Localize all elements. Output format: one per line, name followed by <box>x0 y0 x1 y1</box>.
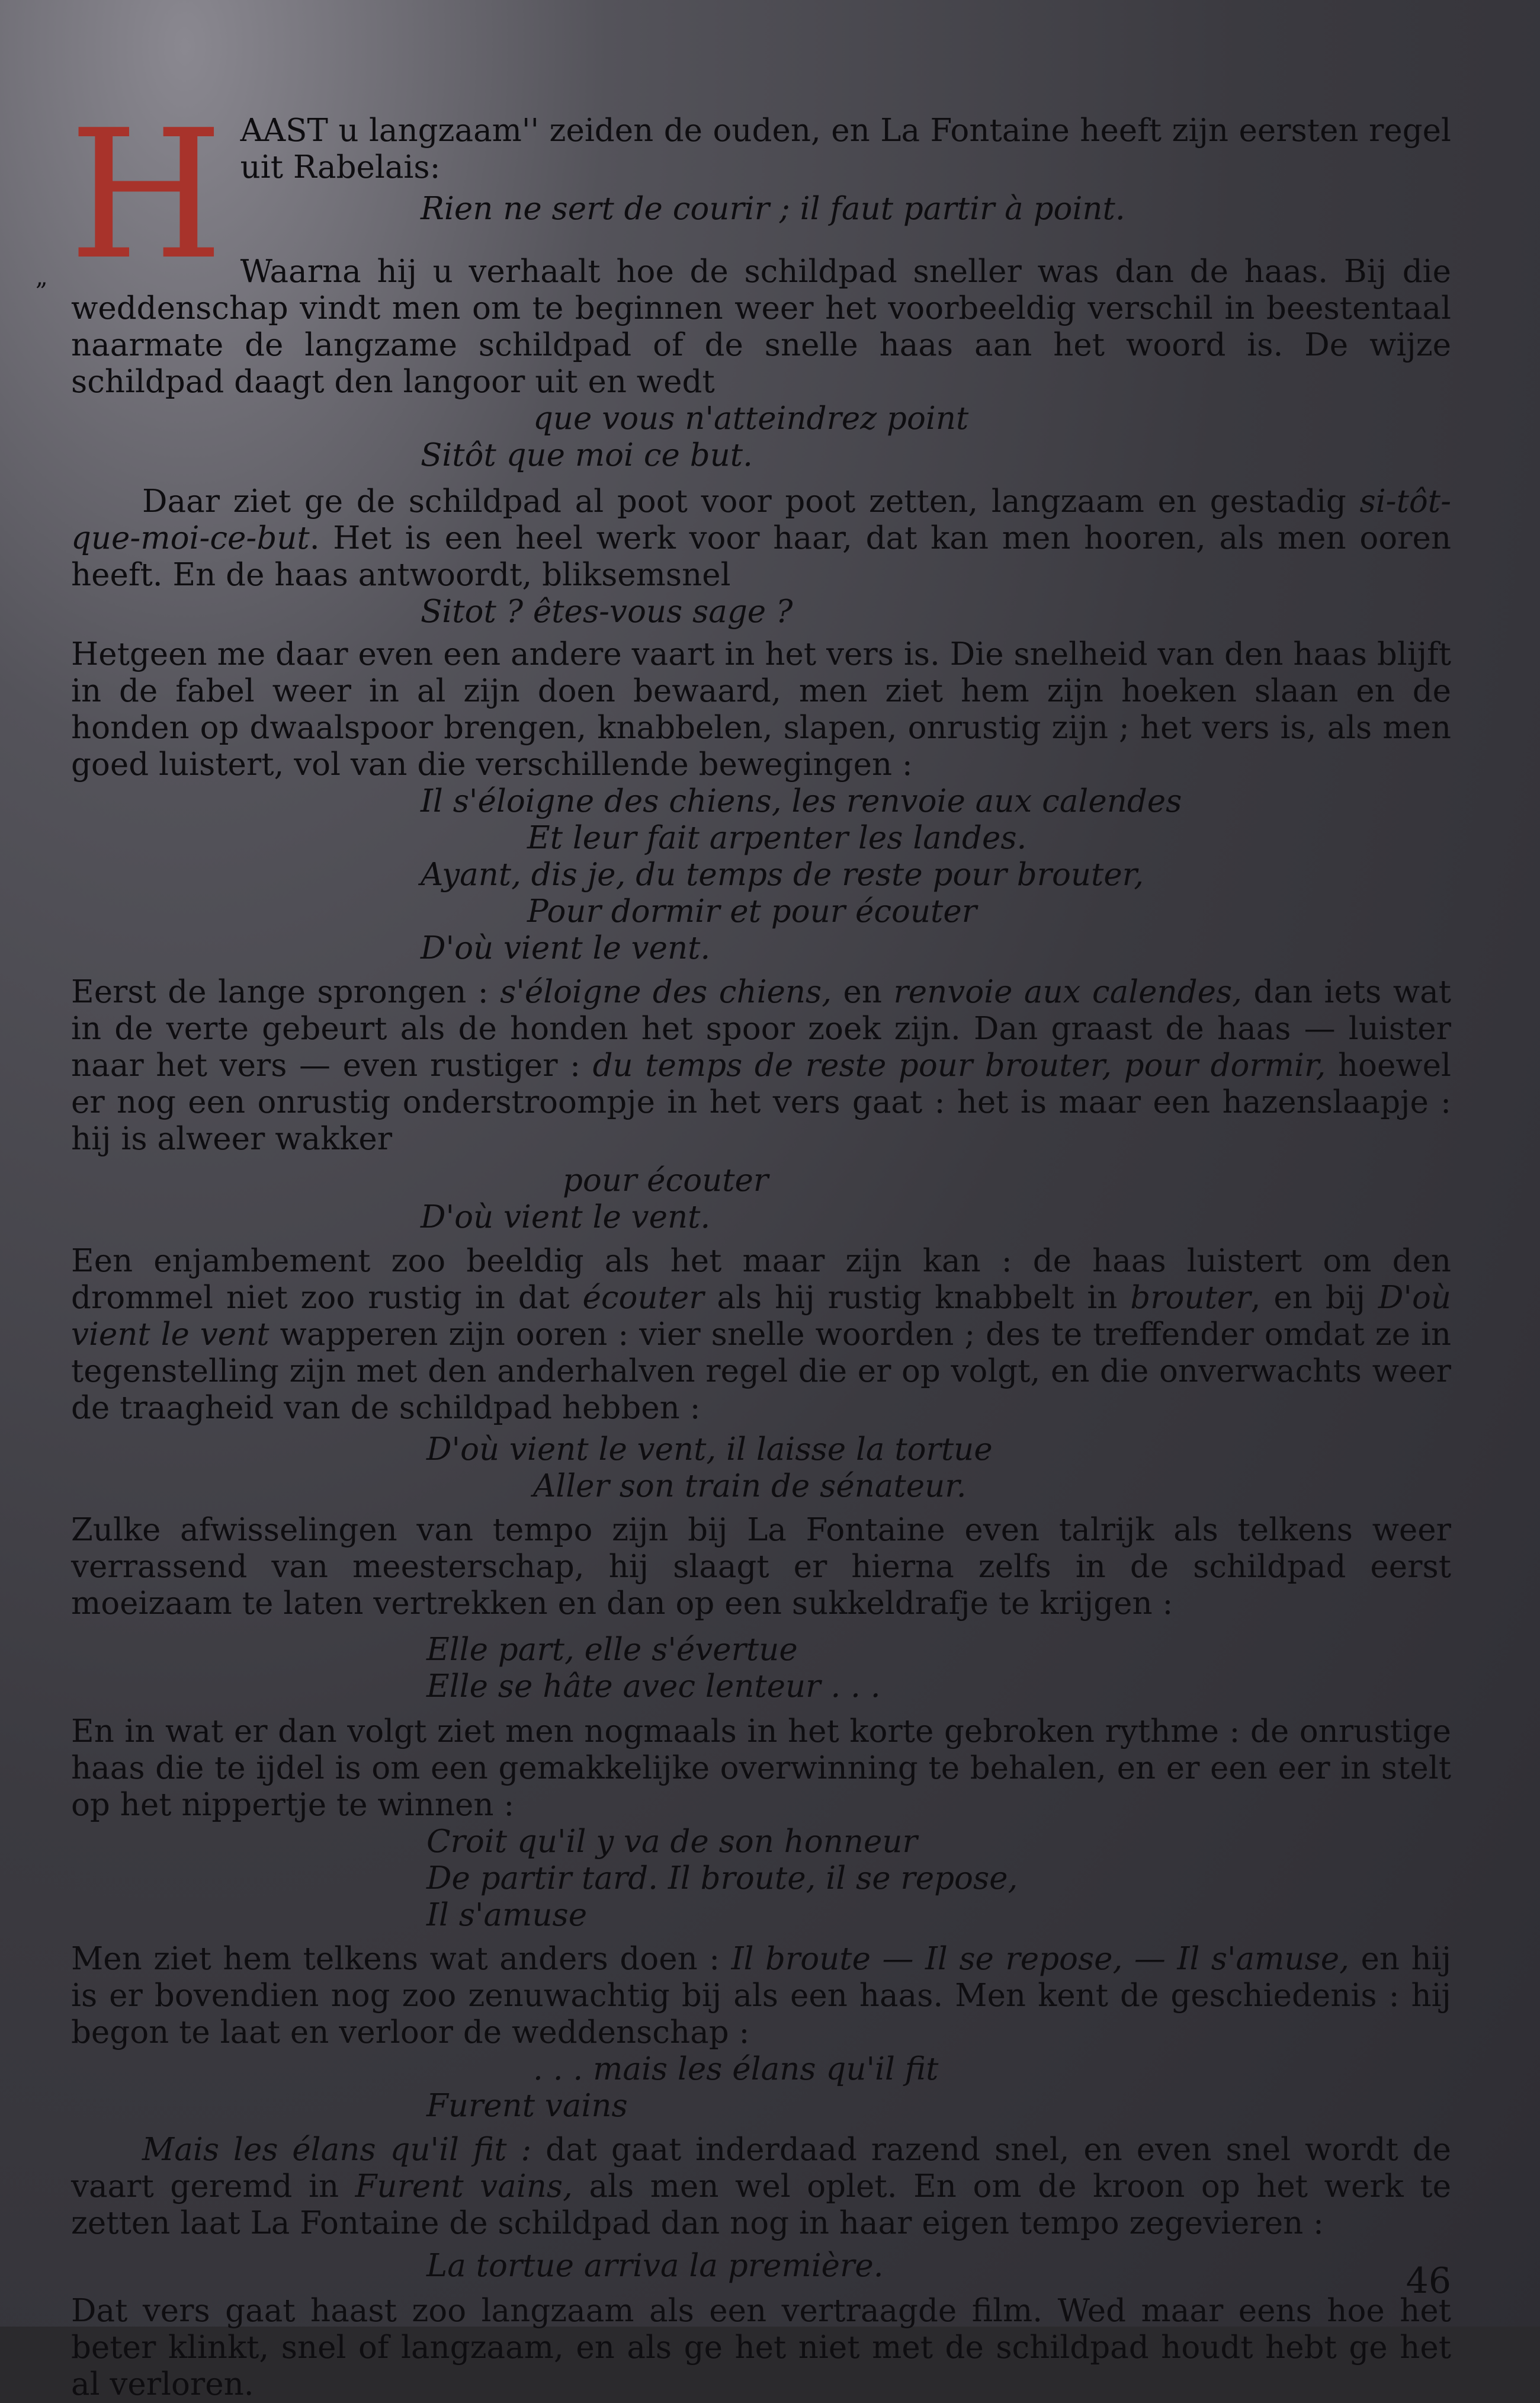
body-text <box>69 92 1452 2403</box>
paragraph-7-text: Zulke afwisselingen van tempo zijn bij La Fontaine even talrijk als telkens weer verrassend van meesterschap, hij slaagt er hierna zelfs in de schildpad eerst moeizaam te laten vertrekken en dan op een sukkeldrafje te krijgen : <box>71 1512 1451 1622</box>
paragraph-5-quote: renvoie aux calendes, <box>893 974 1242 1010</box>
verse-line: Furent vains <box>426 2088 628 2124</box>
verse-line: Sitot ? êtes-vous sage ? <box>421 594 793 630</box>
verse-line: Pour dormir et pour écouter <box>527 893 977 930</box>
paragraph-6-text: Een enjambement zoo beeldig als het maar zijn kan : de haas luistert om den drommel niet zoo rustig in dat <box>71 1243 1451 1316</box>
paragraph-3-text: Daar ziet ge de schildpad al poot voor poot zetten, langzaam en gestadig <box>142 483 1360 520</box>
paragraph-9-text: en hij is er bovendien nog zoo zenuwachtig bij als een haas. Men kent de geschiedenis : hij begon te laat en verloor de weddenschap : <box>71 1941 1452 2050</box>
verse-line: De partir tard. Il broute, il se repose, <box>426 1860 1018 1896</box>
paragraph-6-quote: écouter <box>582 1280 704 1316</box>
verse-1 <box>421 191 1451 228</box>
verse-10 <box>426 2248 1451 2285</box>
verse-line: Ayant, dis je, du temps de reste pour brouter, <box>421 857 1144 893</box>
paragraph-9 <box>71 1941 1451 2051</box>
paragraph-6-quote: D'où vient le vent <box>71 1280 1451 1353</box>
verse-3 <box>421 594 1451 630</box>
verse-2 <box>421 400 1451 474</box>
paragraph-6-text: , en bij <box>1250 1280 1378 1316</box>
paragraph-6-text: als hij rustig knabbelt in <box>704 1280 1131 1316</box>
page-number: 46 <box>1406 2260 1451 2302</box>
drop-cap: H <box>69 92 224 299</box>
verse-line: Il s'éloigne des chiens, les renvoie aux calendes <box>421 783 1182 819</box>
paragraph-10-quote: Mais les élans qu'il fit : <box>142 2132 532 2168</box>
verse-7 <box>426 1632 1451 1705</box>
paragraph-10-text: dat gaat inderdaad razend snel, en even snel wordt de vaart geremd in <box>71 2132 1451 2205</box>
paragraph-10-quote: Furent vains, <box>355 2168 573 2205</box>
paragraph-6 <box>71 1243 1451 1427</box>
verse-line: D'où vient le vent. <box>421 930 711 966</box>
paragraph-5 <box>71 974 1451 1158</box>
verse-line: D'où vient le vent, il laisse la tortue <box>426 1431 993 1468</box>
paragraph-11 <box>71 2293 1451 2403</box>
paragraph-3-text-end: . Het is een heel werk voor haar, dat kan men hooren, als men ooren heeft. En de haas antwoordt, bliksemsnel <box>71 520 1451 593</box>
paragraph-5-text: Eerst de lange sprongen : <box>71 974 500 1010</box>
paragraph-7 <box>71 1512 1451 1622</box>
verse-line: Elle part, elle s'évertue <box>426 1632 798 1668</box>
paragraph-4-text: Hetgeen me daar even een andere vaart in het vers is. Die snelheid van den haas blijft in de fabel weer in al zijn doen bewaard, men ziet hem zijn hoeken slaan en de honden op dwaalspoor brengen, knabbelen, slapen, onrustig zijn ; het vers is, als men goed luistert, vol van die verschillende bewegingen : <box>71 636 1451 783</box>
paragraph-8 <box>71 1713 1451 1824</box>
verse-line: Aller son train de sénateur. <box>533 1468 967 1504</box>
verse-9 <box>426 2051 1451 2125</box>
paragraph-9-quote: Il broute — Il se repose, — Il s'amuse, <box>731 1941 1349 1977</box>
verse-line: Croit qu'il y va de son honneur <box>426 1824 917 1860</box>
verse-line: La tortue arriva la première. <box>426 2248 884 2284</box>
paragraph-8-text: En in wat er dan volgt ziet men nogmaals in het korte gebroken rythme : de onrustige haas die te ijdel is om een gemakkelijke overwinning te behalen, en er een eer in stelt op het nippertje te winnen : <box>71 1713 1451 1823</box>
verse-6 <box>426 1431 1451 1505</box>
paragraph-5-text: hoewel er nog een onrustig onderstroompje in het vers gaat : het is maar een hazenslaapje : hij is alweer wakker <box>71 1047 1452 1157</box>
paragraph-1-text: AAST u langzaam'' zeiden de ouden, en La Fontaine heeft zijn eersten regel uit Rabelais: <box>240 113 1451 185</box>
paragraph-5-text: dan iets wat in de verte gebeurt als de honden het spoor zoek zijn. Dan graast de haas — luister naar het vers — even rustiger : <box>71 974 1452 1084</box>
paragraph-2-text: Waarna hij u verhaalt hoe de schildpad sneller was dan de haas. Bij die weddenschap vindt men om te beginnen weer het voorbeeldig verschil in beestentaal naarmate de langzame schildpad of de snelle haas aan het woord is. De wijze schildpad daagt den langoor uit en wedt <box>71 254 1451 400</box>
verse-line: Il s'amuse <box>426 1897 588 1933</box>
paragraph-10 <box>71 2132 1451 2242</box>
verse-line: Rien ne sert de courir ; il faut partir à point. <box>421 191 1125 227</box>
paragraph-5-quote: s'éloigne des chiens, <box>500 974 832 1010</box>
paragraph-5-text: en <box>832 974 894 1010</box>
verse-line: Elle se hâte avec lenteur . . . <box>426 1668 881 1704</box>
paragraph-6-text: wapperen zijn ooren : vier snelle woorden ; des te treffender omdat ze in tegenstelling zijn met den anderhalven regel die er op volgt, en die onverwachts weer de traagheid van de schildpad hebben : <box>71 1316 1451 1426</box>
verse-5 <box>421 1162 1451 1236</box>
verse-line: Et leur fait arpenter les landes. <box>527 820 1027 856</box>
paragraph-3 <box>71 483 1451 594</box>
paragraph-6-quote: brouter <box>1130 1280 1251 1316</box>
verse-line: . . . mais les élans qu'il fit <box>533 2051 939 2087</box>
paragraph-10-text: als men wel oplet. En om de kroon op het werk te zetten laat La Fontaine de schildpad dan nog in haar eigen tempo zegevieren : <box>71 2168 1452 2241</box>
paragraph-2 <box>71 254 1451 400</box>
paragraph-5-quote: du temps de reste pour brouter, pour dormir, <box>592 1047 1326 1084</box>
verse-line: que vous n'atteindrez point <box>533 400 969 437</box>
verse-8 <box>426 1824 1451 1934</box>
verse-line: D'où vient le vent. <box>421 1199 711 1235</box>
verse-4 <box>421 783 1451 967</box>
opening-quote-mark: „ <box>36 264 48 291</box>
paragraph-11-text: Dat vers gaat haast zoo langzaam als een vertraagde film. Wed maar eens hoe het beter klinkt, snel of langzaam, en als ge het niet met de schildpad houdt hebt ge het al verloren. <box>71 2293 1451 2402</box>
paragraph-9-text: Men ziet hem telkens wat anders doen : <box>71 1941 732 1977</box>
paragraph-4 <box>71 636 1451 783</box>
paragraph-3-quote: si-tôt-que-moi-ce-but <box>71 483 1451 556</box>
verse-line: pour écouter <box>563 1162 769 1199</box>
verse-line: Sitôt que moi ce but. <box>421 437 753 473</box>
